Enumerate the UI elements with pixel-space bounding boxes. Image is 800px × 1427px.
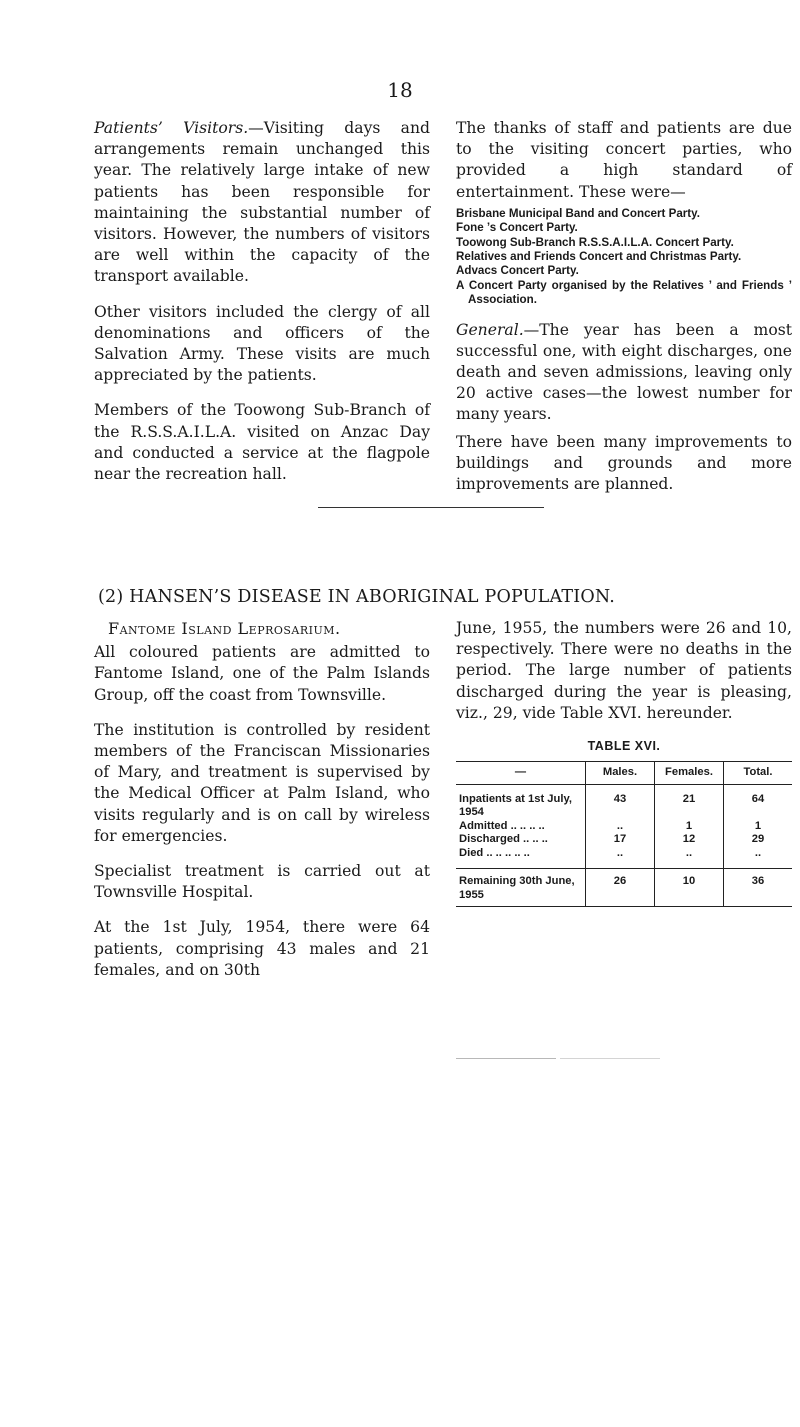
table-cell: 1 xyxy=(724,820,793,834)
numbers-paragraph: June, 1955, the numbers were 26 and 10, respectively. There were no deaths in the period. The large number of patients discharged during the year is pleasing, viz., 29, vide Table XVI. hereunder. xyxy=(456,619,792,722)
left-column-bottom xyxy=(94,618,430,995)
table-cell: 1 xyxy=(655,820,724,834)
table-header-cell: Males. xyxy=(586,762,655,785)
table-cell: 29 xyxy=(724,833,793,847)
right-column-top xyxy=(456,118,792,509)
list-item: A Concert Party organised by the Relatives ’ and Friends ’ Association. xyxy=(456,278,792,307)
page-number: 18 xyxy=(387,78,413,102)
patients-count-paragraph: At the 1st July, 1954, there were 64 patients, comprising 43 males and 21 females, and on 30th xyxy=(94,918,430,979)
table-cell: 36 xyxy=(724,869,793,907)
list-item: Brisbane Municipal Band and Concert Party. xyxy=(456,206,700,220)
table-title: TABLE XVI. xyxy=(587,739,661,754)
general-text: —The year has been a most successful one, with eight discharges, one death and seven admissions, leaving only 20 active cases—the lowest number for many years. xyxy=(456,320,792,424)
table-row xyxy=(456,820,792,834)
table-header-cell: Females. xyxy=(655,762,724,785)
general-heading: General. xyxy=(456,320,524,339)
section-heading: (2) HANSEN’S DISEASE IN ABORIGINAL POPULATION. xyxy=(98,587,616,607)
table-cell: .. xyxy=(586,847,655,869)
right-column-bottom xyxy=(456,618,792,907)
table-cell: Admitted .. .. .. .. xyxy=(459,819,545,832)
table-row xyxy=(456,847,792,869)
table-row xyxy=(456,833,792,847)
patients-table xyxy=(456,761,792,907)
list-item: Fone ’s Concert Party. xyxy=(456,221,578,235)
table-cell: 21 xyxy=(655,784,724,820)
table-cell: 10 xyxy=(655,869,724,907)
visitors-heading: Patients’ Visitors. xyxy=(94,119,249,137)
table-cell: 26 xyxy=(586,869,655,907)
table-cell: Died .. .. .. .. .. xyxy=(456,847,586,869)
table-total-row xyxy=(456,869,792,907)
table-header-cell: — xyxy=(456,762,586,785)
scan-artifact-rule xyxy=(456,1058,556,1059)
table-row xyxy=(456,784,792,820)
table-cell: Discharged .. .. .. xyxy=(459,833,548,846)
table-header-row xyxy=(456,762,792,785)
list-item: Relatives and Friends Concert and Christmas Party. xyxy=(456,250,742,264)
general-paragraph xyxy=(456,320,792,426)
subheading-text: Fantome Island Leprosarium. xyxy=(108,619,341,638)
section-divider xyxy=(318,507,544,508)
improvements-paragraph: There have been many improvements to buildings and grounds and more improvements are planned. xyxy=(456,432,792,494)
concert-party-list xyxy=(456,207,792,308)
table-cell: Inpatients at 1st July, 1954 xyxy=(459,792,572,819)
table-header-cell: Total. xyxy=(724,762,793,785)
table-cell: 64 xyxy=(724,784,793,820)
admission-paragraph: All coloured patients are admitted to Fantome Island, one of the Palm Islands Group, off the coast from Townsville. xyxy=(94,643,430,704)
scan-artifact-mark xyxy=(560,1058,660,1059)
table-cell: 17 xyxy=(586,833,655,847)
toowong-paragraph: Members of the Toowong Sub-Branch of the R.S.S.A.I.L.A. visited on Anzac Day and conducted a service at the flagpole near the recreation hall. xyxy=(94,401,430,484)
table-cell: Remaining 30th June, 1955 xyxy=(456,869,586,907)
list-item: Advacs Concert Party. xyxy=(456,264,579,278)
table-cell: 43 xyxy=(586,784,655,820)
table-cell: 12 xyxy=(655,833,724,847)
leprosarium-subheading xyxy=(108,618,430,640)
list-item: Toowong Sub-Branch R.S.S.A.I.L.A. Concert Party. xyxy=(456,235,734,249)
table-cell: .. xyxy=(655,847,724,869)
table-cell: .. xyxy=(586,820,655,834)
institution-paragraph: The institution is controlled by resident members of the Franciscan Missionaries of Mary, and treatment is supervised by the Medical Officer at Palm Island, who visits regularly and is on call by wireless for emergencies. xyxy=(94,720,430,845)
clergy-paragraph: Other visitors included the clergy of all denominations and officers of the Salvation Army. These visits are much appreciated by the patients. xyxy=(94,302,430,385)
thanks-paragraph: The thanks of staff and patients are due to the visiting concert parties, who provided a high standard of entertainment. These were— xyxy=(456,119,792,201)
left-column-top xyxy=(94,118,430,499)
visitors-paragraph xyxy=(94,118,430,288)
specialist-paragraph: Specialist treatment is carried out at Townsville Hospital. xyxy=(94,862,430,902)
table-cell: .. xyxy=(724,847,793,869)
visitors-text: —Visiting days and arrangements remain unchanged this year. The relatively large intake of new patients has been responsible for maintaining the substantial number of visitors. However, the numbers of visitors are well within the capacity of the transport available. xyxy=(94,119,430,286)
